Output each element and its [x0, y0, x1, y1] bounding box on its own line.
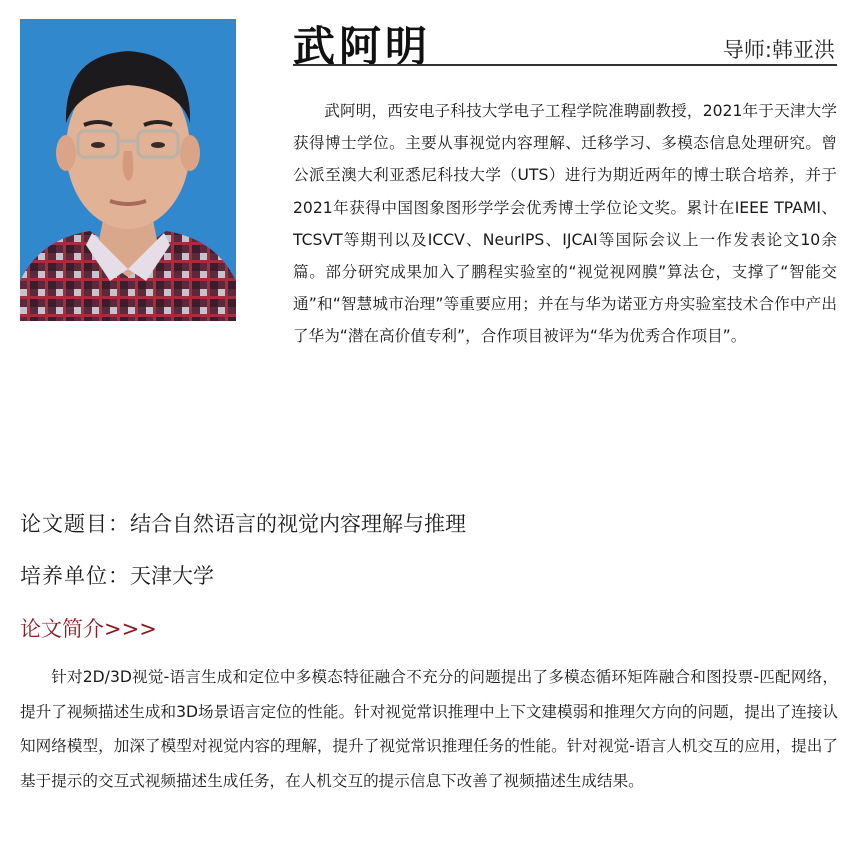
header-divider: [293, 64, 837, 66]
thesis-title-label: 论文题目：: [20, 512, 130, 536]
thesis-title-row: [20, 508, 466, 538]
portrait-illustration: [20, 19, 236, 321]
training-unit-label: 培养单位：: [20, 564, 130, 588]
portrait-photo: [20, 19, 236, 321]
biography-text: 武阿明，西安电子科技大学电子工程学院准聘副教授，2021年于天津大学获得博士学位。主要从事视觉内容理解、迁移学习、多模态信息处理研究。曾公派至澳大利亚悉尼科技大学（UTS）进行为期近两年的博士联合培养，并于2021年获得中国图象图形学学会优秀博士学位论文奖。累计在IEEE TPAMI、TCSVT等期刊以及ICCV、NeurIPS、IJCAI等国际会议上一作发表论文10余篇。部分研究成果加入了鹏程实验室的“视觉视网膜”算法仓，支撑了“智能交通”和“智慧城市治理”等重要应用；并在与华为诺亚方舟实验室技术合作中产出了华为“潜在高价值专利”，合作项目被评为“华为优秀合作项目”。: [293, 102, 837, 346]
training-unit-row: [20, 560, 214, 590]
advisor-label: 导师:韩亚洪: [722, 38, 835, 62]
person-name: 武阿明: [293, 22, 432, 71]
abstract-heading: 论文简介>>>: [20, 617, 157, 641]
thesis-title-value: 结合自然语言的视觉内容理解与推理: [130, 512, 466, 536]
abstract-text: 针对2D/3D视觉-语言生成和定位中多模态特征融合不充分的问题提出了多模态循环矩阵融合和图投票-匹配网络，提升了视频描述生成和3D场景语言定位的性能。针对视觉常识推理中上下文建模弱和推理欠方向的问题，提出了连接认知网络模型，加深了模型对视觉内容的理解，提升了视觉常识推理任务的性能。针对视觉-语言人机交互的应用，提出了基于提示的交互式视频描述生成任务，在人机交互的提示信息下改善了视频描述生成结果。: [20, 668, 838, 790]
training-unit-value: 天津大学: [130, 564, 214, 588]
